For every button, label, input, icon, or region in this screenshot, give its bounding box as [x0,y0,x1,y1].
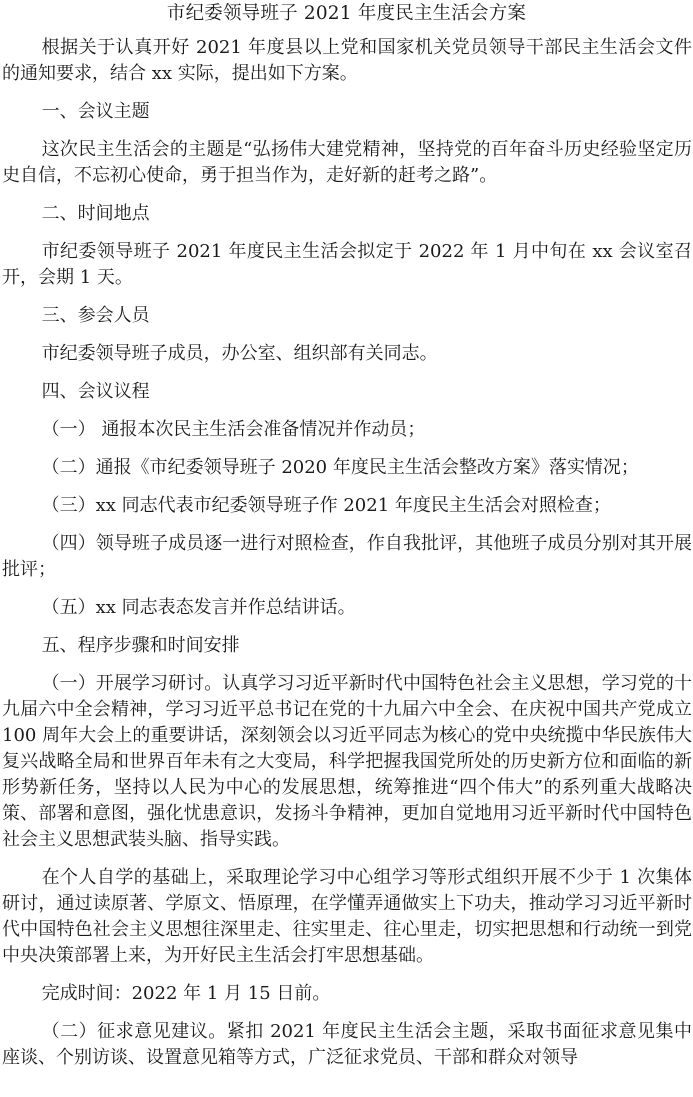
step-1-detail-paragraph: 在个人自学的基础上，采取理论学习中心组学习等形式组织开展不少于 1 次集体研讨，通过读原著、学原文、悟原理，在学懂弄通做实上下功夫，推动学习习近平新时代中国特色社会主义思想往深里走、往实里走、往心里走，切实把思想和行动统一到党中央决策部署上来，为开好民主生活会打牢思想基础。 [2,867,692,966]
spacer [0,1007,693,1019]
section-heading-agenda: 四、会议议程 [41,381,150,402]
spacer [0,583,693,595]
spacer [0,621,693,633]
spacer [0,87,693,99]
spacer [0,519,693,531]
spacer [0,969,693,981]
section-heading-theme: 一、会议主题 [41,101,150,122]
spacer [0,329,693,341]
spacer [0,853,693,865]
agenda-item: （四）领导班子成员逐一进行对照检查，作自我批评，其他班子成员分别对其开展批评； [2,533,692,580]
section-heading-attendees: 三、参会人员 [41,305,150,326]
spacer [0,291,693,303]
intro-paragraph: 根据关于认真开好 2021 年度县以上党和国家机关党员领导干部民主生活会文件的通知要求，结合 xx 实际，提出如下方案。 [2,37,692,84]
step-1-paragraph: （一）开展学习研讨。认真学习习近平新时代中国特色社会主义思想，学习党的十九届六中全会精神，学习习近平总书记在党的十九届六中全会、在庆祝中国共产党成立 100 周年大会上的重要讲话，深刻领会以习近平同志为核心的党中央统揽中华民族伟大复兴战略全局和世界百年未有之大变局，科学把握我国党所处的历史新方位和面临的新形势新任务，坚持以人民为中心的发展思想，统筹推进“四个伟大”的系列重大战略决策、部署和意图，强化忧患意识，发扬斗争精神，更加自觉地用习近平新时代中国特色社会主义思想武装头脑、指导实践。 [2,673,692,850]
section-heading-steps: 五、程序步骤和时间安排 [41,635,240,656]
spacer [0,443,693,455]
document-title: 市纪委领导班子 2021 年度民主生活会方案 [166,3,527,24]
agenda-item: （一） 通报本次民主生活会准备情况并作动员； [41,419,426,440]
spacer [0,189,693,201]
agenda-item: （五）xx 同志表态发言并作总结讲话。 [41,597,356,618]
spacer [0,659,693,671]
theme-paragraph: 这次民主生活会的主题是“弘扬伟大建党精神，坚持党的百年奋斗历史经验坚定历史自信，不忘初心使命，勇于担当作为，走好新的赶考之路”。 [2,139,692,186]
spacer [0,367,693,379]
spacer [0,227,693,239]
spacer [0,25,693,35]
spacer [0,481,693,493]
agenda-item: （三）xx 同志代表市纪委领导班子作 2021 年度民主生活会对照检查； [41,495,611,516]
agenda-item: （二）通报《市纪委领导班子 2020 年度民主生活会整改方案》落实情况； [41,457,639,478]
spacer [0,405,693,417]
section-heading-time: 二、时间地点 [41,203,150,224]
step-1-deadline: 完成时间：2022 年 1 月 15 日前。 [41,983,331,1004]
attendees-paragraph: 市纪委领导班子成员，办公室、组织部有关同志。 [41,343,438,364]
spacer [0,125,693,137]
time-paragraph: 市纪委领导班子 2021 年度民主生活会拟定于 2022 年 1 月中旬在 xx 会议室召开，会期 1 天。 [2,241,692,288]
step-2-paragraph: （二）征求意见建议。紧扣 2021 年度民主生活会主题，采取书面征求意见集中座谈、个别访谈、设置意见箱等方式，广泛征求党员、干部和群众对领导 [2,1021,692,1068]
